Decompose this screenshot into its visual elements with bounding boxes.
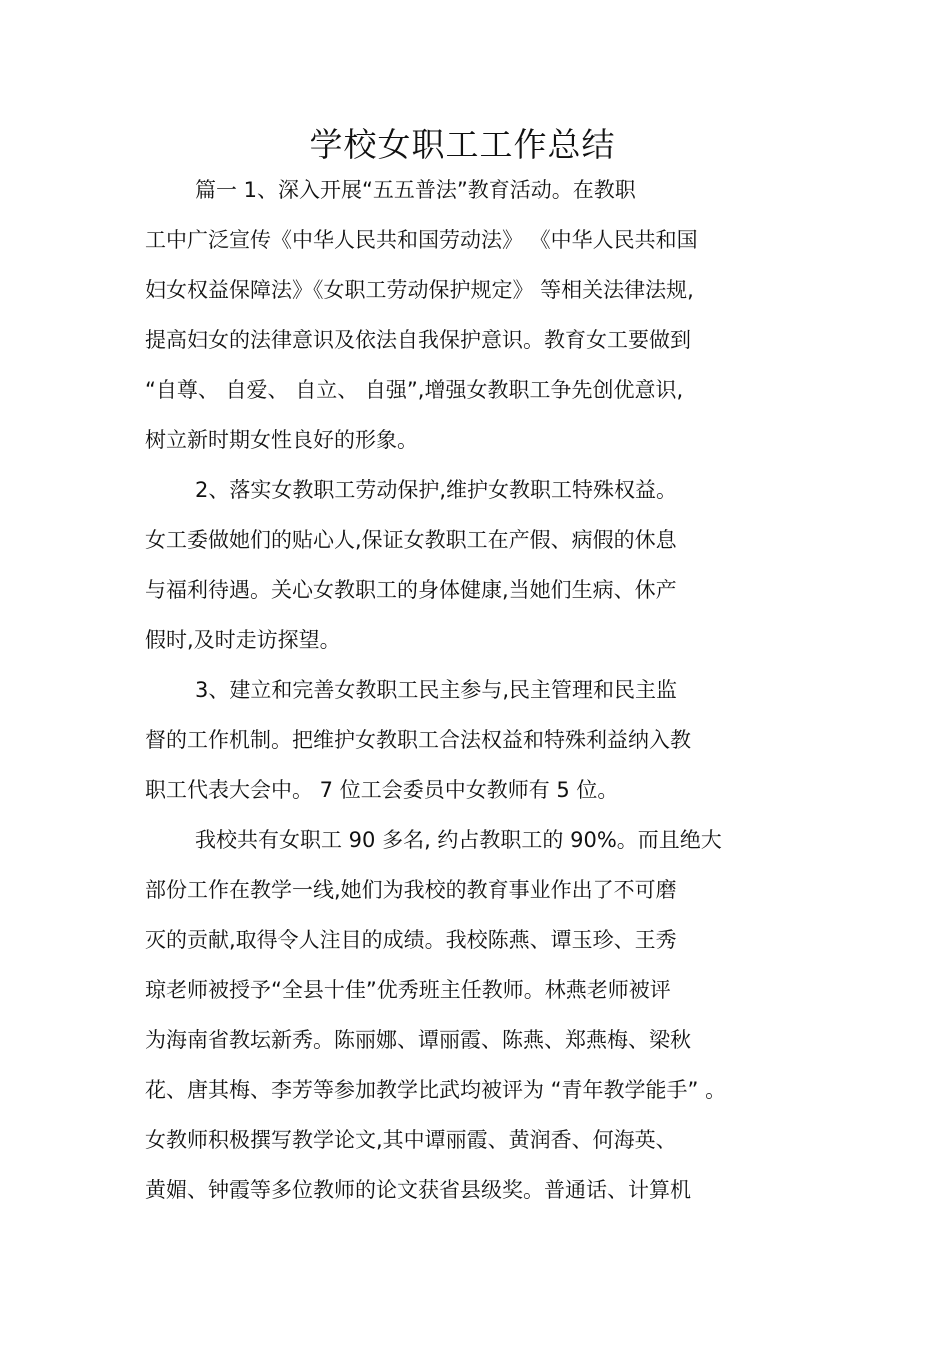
- paragraph-line: “自尊、 自爱、 自立、 自强”,增强女教职工争先创优意识,: [145, 378, 684, 402]
- paragraph-line: 部份工作在教学一线,她们为我校的教育事业作出了不可磨: [145, 878, 677, 902]
- paragraph-line: 与福利待遇。关心女教职工的身体健康,当她们生病、休产: [145, 578, 677, 602]
- paragraph-line: 督的工作机制。把维护女教职工合法权益和特殊利益纳入教: [145, 728, 691, 752]
- paragraph-line: 工中广泛宣传《中华人民共和国劳动法》 《中华人民共和国: [145, 228, 698, 252]
- paragraph-line: 职工代表大会中。 7 位工会委员中女教师有 5 位。: [145, 778, 619, 802]
- paragraph-line: 2、落实女教职工劳动保护,维护女教职工特殊权益。: [195, 478, 678, 502]
- paragraph-line: 灭的贡献,取得令人注目的成绩。我校陈燕、谭玉珍、王秀: [145, 928, 677, 952]
- document-title: 学校女职工工作总结: [309, 125, 616, 164]
- paragraph-line: 树立新时期女性良好的形象。: [145, 428, 418, 452]
- paragraph-line: 黄媚、钟霞等多位教师的论文获省县级奖。普通话、计算机: [145, 1178, 691, 1202]
- paragraph-line: 假时,及时走访探望。: [145, 628, 341, 652]
- paragraph-line: 我校共有女职工 90 多名, 约占教职工的 90%。而且绝大: [195, 828, 722, 852]
- paragraph-line: 女工委做她们的贴心人,保证女教职工在产假、病假的休息: [145, 528, 677, 552]
- paragraph-line: 篇一 1、深入开展“五五普法”教育活动。在教职: [195, 178, 636, 202]
- paragraph-line: 琼老师被授予“全县十佳”优秀班主任教师。林燕老师被评: [145, 978, 671, 1002]
- paragraph-line: 妇女权益保障法》《女职工劳动保护规定》 等相关法律法规,: [145, 278, 694, 302]
- paragraph-line: 为海南省教坛新秀。陈丽娜、谭丽霞、陈燕、郑燕梅、梁秋: [145, 1028, 691, 1052]
- paragraph-line: 女教师积极撰写教学论文,其中谭丽霞、黄润香、何海英、: [145, 1128, 677, 1152]
- paragraph-line: 提高妇女的法律意识及依法自我保护意识。教育女工要做到: [145, 328, 691, 352]
- paragraph-line: 3、建立和完善女教职工民主参与,民主管理和民主监: [195, 678, 678, 702]
- paragraph-line: 花、唐其梅、李芳等参加教学比武均被评为 “青年教学能手” 。: [145, 1078, 727, 1102]
